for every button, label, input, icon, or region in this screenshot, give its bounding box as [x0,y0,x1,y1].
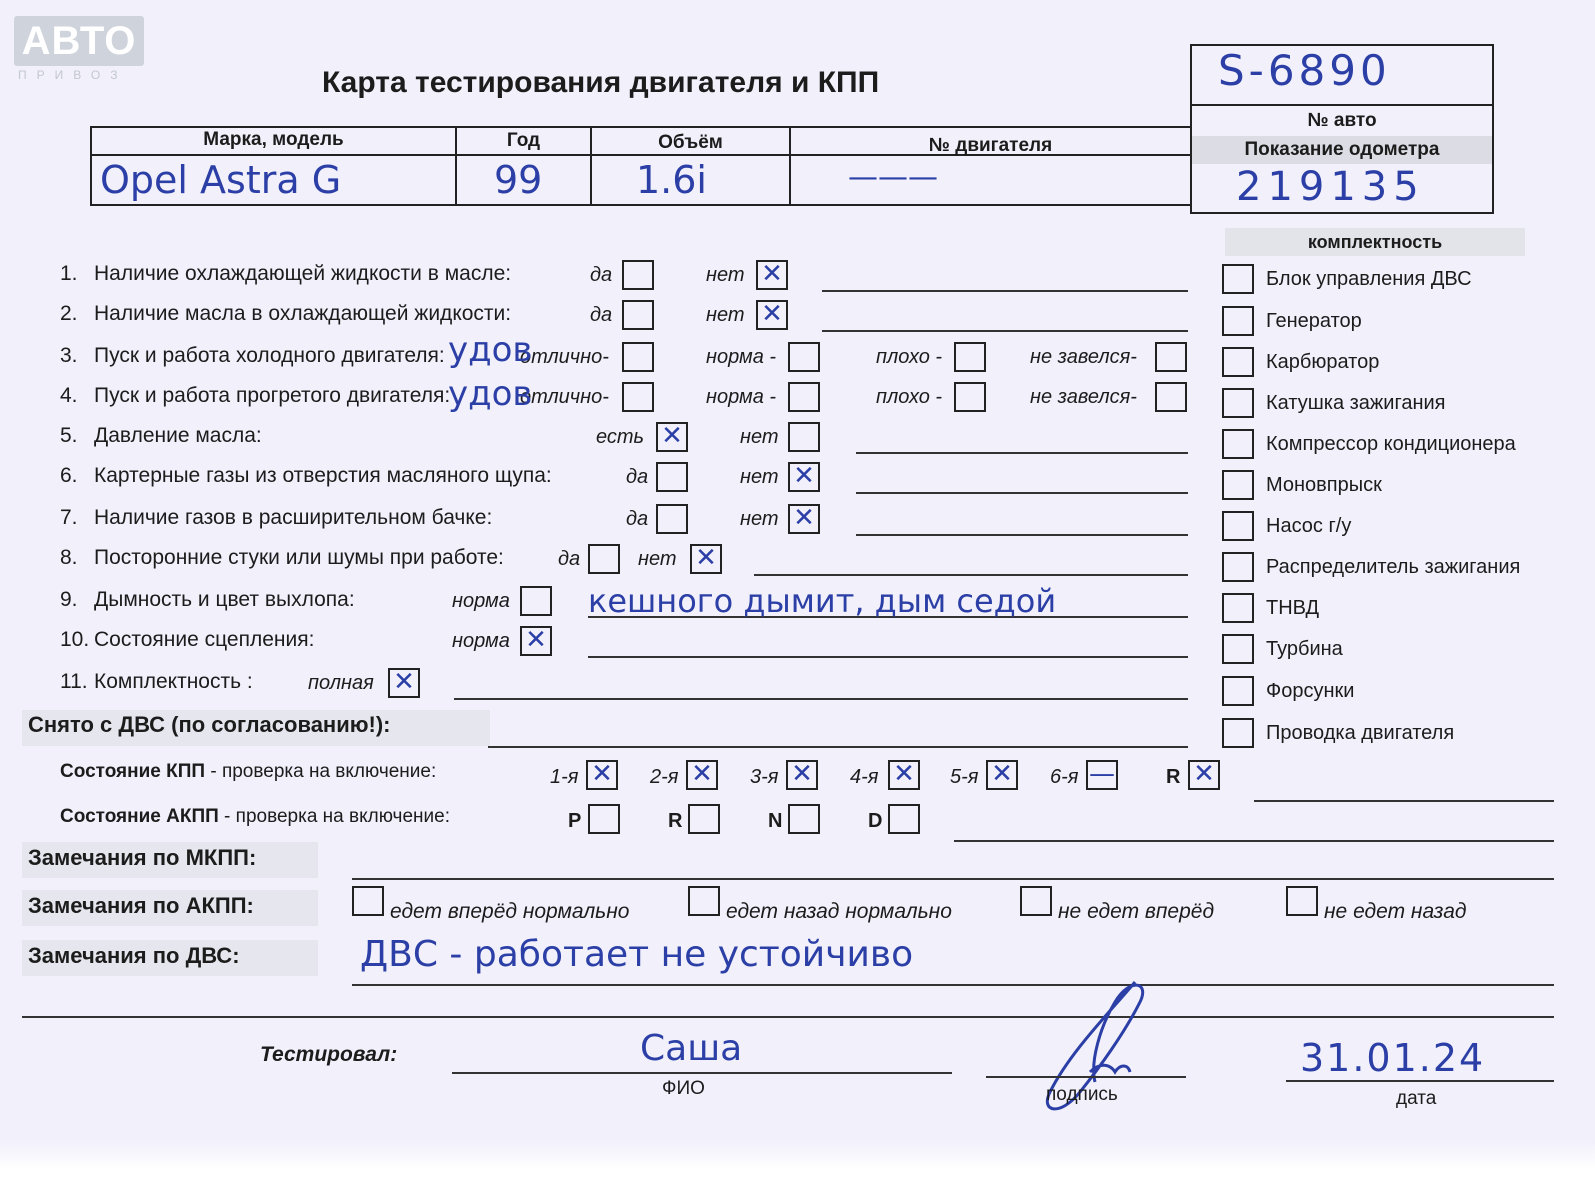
akpp-mode-label: D [868,810,883,832]
question-number: 9. [60,588,78,611]
gear-checkbox-mark: — [1089,759,1115,789]
question-text: Комплектность : [94,670,253,693]
dvs-line [352,984,1554,986]
logo-subtitle: ПРИВОЗ [18,68,128,82]
question-number: 5. [60,424,78,447]
option-checkbox[interactable] [520,586,552,616]
gear-checkbox[interactable] [1086,760,1118,790]
signature-label: подпись [1046,1084,1118,1105]
answer-line [856,534,1188,536]
question-number: 6. [60,464,78,487]
option-label: нет [740,466,779,488]
gear-checkbox-mark: ✕ [991,759,1013,789]
auto-number-value: S-6890 [1218,46,1391,95]
gear-checkbox[interactable] [1188,760,1220,790]
table-top [90,126,1190,128]
date-line [1286,1080,1554,1082]
akpp-mode-label: P [568,810,582,832]
checkbox-x-mark: ✕ [793,461,815,491]
answer-line [856,492,1188,494]
akpp-label: Состояние АКПП - проверка на включение: [60,806,450,827]
q4-note: удов [448,374,533,414]
gear-label: 2-я [650,766,679,788]
gear-checkbox-mark: ✕ [893,759,915,789]
question-7 [60,506,492,530]
gear-checkbox[interactable] [786,760,818,790]
akpp-remark-checkbox[interactable] [688,886,720,916]
akpp-line [954,840,1554,842]
gear-label: 6-я [1050,766,1079,788]
question-number: 10. [60,628,90,651]
komplektnost-item: ТНВД [1266,597,1320,619]
question-text: Состояние сцепления: [94,628,315,651]
answer-line [822,330,1188,332]
option-label: норма [452,630,510,652]
checkbox-x-mark: ✕ [761,259,783,289]
remarks-dvs-label: Замечания по ДВС: [28,943,240,968]
option-checkbox[interactable] [756,300,788,330]
col-volume-label: Объём [658,132,723,153]
komplektnost-item: Проводка двигателя [1266,722,1455,744]
volume-value: 1.6i [636,158,707,202]
engine-no-value: ——— [848,160,938,195]
question-2 [60,302,511,326]
year-value: 99 [494,158,543,202]
akpp-mode-checkbox[interactable] [588,804,620,834]
option-label: норма - [706,386,777,408]
option-checkbox[interactable] [520,626,552,656]
fio-label: ФИО [662,1078,705,1099]
auto-box-right [1492,44,1494,214]
komplektnost-checkbox[interactable] [1222,388,1254,418]
option-label: да [626,508,649,530]
option-label: есть [596,426,645,448]
auto-box-divider [1190,104,1494,106]
komplektnost-checkbox[interactable] [1222,634,1254,664]
tester-name: Саша [640,1028,743,1069]
checkbox-x-mark: ✕ [525,625,547,655]
col-model-label: Марка, модель [203,129,344,150]
option-checkbox[interactable] [788,462,820,492]
gear-checkbox-mark: ✕ [1193,759,1215,789]
gear-label: 1-я [550,766,579,788]
option-label: не завелся- [1030,386,1137,408]
question-number: 2. [60,302,78,325]
question-number: 1. [60,262,78,285]
option-label: нет [706,264,745,286]
page-title: Карта тестирования двигателя и КПП [322,66,880,99]
option-label: да [558,548,581,570]
answer-line [856,452,1188,454]
remarks-dvs-value: ДВС - работает не устойчиво [360,934,914,975]
question-number: 4. [60,384,78,407]
komplektnost-item: Моновпрыск [1266,474,1382,496]
option-label: плохо - [876,346,943,368]
question-11 [60,670,253,694]
akpp-mode-label: N [768,810,783,832]
akpp-remark-label: не едет вперёд [1058,900,1215,923]
komplektnost-checkbox[interactable] [1222,718,1254,748]
odometer-value: 219135 [1236,164,1425,210]
question-number: 11. [60,670,88,693]
odometer-bottom [1190,212,1494,214]
akpp-mode-label: R [668,810,683,832]
q3-note: удов [448,330,533,370]
akpp-mode-checkbox[interactable] [688,804,720,834]
komplektnost-item: Генератор [1266,310,1362,332]
answer-line [754,574,1188,576]
komplektnost-checkbox[interactable] [1222,511,1254,541]
checkbox-x-mark: ✕ [761,299,783,329]
komplektnost-checkbox[interactable] [1222,429,1254,459]
tested-by-label: Тестировал: [260,1043,398,1066]
akpp-remark-checkbox[interactable] [1286,886,1318,916]
question-10 [60,628,314,652]
akpp-mode-checkbox[interactable] [788,804,820,834]
question-9 [60,588,355,612]
checkbox-x-mark: ✕ [695,543,717,573]
question-6 [60,464,552,488]
komplektnost-checkbox[interactable] [1222,552,1254,582]
option-label: нет [740,426,779,448]
question-8 [60,546,504,570]
question-text: Наличие масла в охлаждающей жидкости: [94,302,512,325]
komplektnost-item: Катушка зажигания [1266,392,1446,414]
question-1 [60,262,511,286]
gear-checkbox[interactable] [986,760,1018,790]
checkbox-x-mark: ✕ [661,421,683,451]
option-checkbox[interactable] [954,382,986,412]
option-checkbox[interactable] [388,668,420,698]
option-label: нет [638,548,677,570]
answer-line [454,698,1188,700]
option-checkbox[interactable] [622,382,654,412]
akpp-mode-checkbox[interactable] [888,804,920,834]
option-label: отлично- [520,386,609,408]
question-text: Давление масла: [94,424,262,447]
logo: АВТО [14,16,144,66]
akpp-remark-checkbox[interactable] [1020,886,1052,916]
signature-line [986,1076,1186,1078]
answer-line [822,290,1188,292]
fio-line [452,1072,952,1074]
komplektnost-item: Карбюратор [1266,351,1380,373]
mkpp-line [352,878,1554,880]
question-text: Наличие газов в расширительном бачке: [94,506,493,529]
gear-checkbox[interactable] [586,760,618,790]
akpp-remark-label: едет вперёд нормально [390,900,630,923]
question-text: Наличие охлаждающей жидкости в масле: [94,262,512,285]
option-checkbox[interactable] [788,504,820,534]
question-text: Посторонние стуки или шумы при работе: [94,546,504,569]
gear-label: 5-я [950,766,979,788]
option-label: да [590,264,613,286]
option-label: отлично- [520,346,609,368]
paper-edge [0,1140,1595,1170]
date-label: дата [1396,1088,1437,1109]
gear-label: 3-я [750,766,779,788]
question-text: Пуск и работа прогретого двигателя: [94,384,451,407]
option-label: полная [308,672,374,694]
question-5 [60,424,262,448]
gear-checkbox-mark: ✕ [691,759,713,789]
gear-checkbox-mark: ✕ [791,759,813,789]
checkbox-x-mark: ✕ [393,667,415,697]
col-engine-no-label: № двигателя [928,135,1053,156]
question-text: Пуск и работа холодного двигателя: [94,344,445,367]
option-checkbox[interactable] [622,300,654,330]
option-checkbox[interactable] [588,544,620,574]
option-checkbox[interactable] [788,382,820,412]
gear-checkbox[interactable] [888,760,920,790]
date-value: 31.01.24 [1300,1036,1486,1080]
komplektnost-checkbox[interactable] [1222,306,1254,336]
question-text: Дымность и цвет выхлопа: [94,588,355,611]
komplektnost-checkbox[interactable] [1222,347,1254,377]
option-checkbox[interactable] [756,260,788,290]
option-label: плохо - [876,386,943,408]
question-number: 8. [60,546,78,569]
komplektnost-item: Турбина [1266,638,1343,660]
komplektnost-checkbox[interactable] [1222,676,1254,706]
option-label: нет [706,304,745,326]
komplektnost-checkbox[interactable] [1222,593,1254,623]
kpp-line [1254,800,1554,802]
auto-number-label: № авто [1307,110,1377,131]
option-checkbox[interactable] [954,342,986,372]
dvs-line-2 [22,1016,1554,1018]
komplektnost-item: Распределитель зажигания [1266,556,1521,578]
answer-line [588,656,1188,658]
table-bottom [90,204,1190,206]
akpp-remark-label: едет назад нормально [726,900,952,923]
removed-line [488,746,1188,748]
question-4 [60,384,450,408]
checkbox-x-mark: ✕ [793,503,815,533]
gear-label: 4-я [850,766,879,788]
akpp-remark-checkbox[interactable] [352,886,384,916]
komplektnost-item: Форсунки [1266,680,1355,702]
akpp-remark-label: не едет назад [1324,900,1467,923]
option-checkbox[interactable] [788,422,820,452]
option-checkbox[interactable] [622,260,654,290]
komplektnost-checkbox[interactable] [1222,470,1254,500]
option-label: да [626,466,649,488]
komplektnost-item: Насос г/у [1266,515,1352,537]
option-label: норма [452,590,510,612]
question-3 [60,344,445,368]
col-year-label: Год [506,130,541,151]
option-checkbox[interactable] [656,422,688,452]
option-label: норма - [706,346,777,368]
option-checkbox[interactable] [622,342,654,372]
q9-note: кешного дымит, дым седой [588,582,1057,620]
option-checkbox[interactable] [1155,342,1187,372]
question-number: 7. [60,506,78,529]
komplektnost-item: Блок управления ДВС [1266,268,1472,290]
gear-label: R [1166,766,1181,788]
option-label: да [590,304,613,326]
removed-label: Снято с ДВС (по согласованию!): [28,712,391,737]
remarks-mkpp-label: Замечания по МКПП: [28,845,257,870]
question-number: 3. [60,344,78,367]
option-label: не завелся- [1030,346,1137,368]
option-label: нет [740,508,779,530]
remarks-akpp-label: Замечания по АКПП: [28,893,254,918]
question-text: Картерные газы из отверстия масляного щупа: [94,464,552,487]
komplektnost-item: Компрессор кондиционера [1266,433,1516,455]
gear-checkbox-mark: ✕ [591,759,613,789]
model-value: Opel Astra G [100,158,342,202]
odometer-label: Показание одометра [1244,139,1440,160]
gear-checkbox[interactable] [686,760,718,790]
option-checkbox[interactable] [656,504,688,534]
option-checkbox[interactable] [788,342,820,372]
option-checkbox[interactable] [1155,382,1187,412]
option-checkbox[interactable] [690,544,722,574]
komplektnost-checkbox[interactable] [1222,264,1254,294]
option-checkbox[interactable] [656,462,688,492]
kpp-label: Состояние КПП - проверка на включение: [60,761,437,782]
komplektnost-title: комплектность [1225,228,1525,256]
